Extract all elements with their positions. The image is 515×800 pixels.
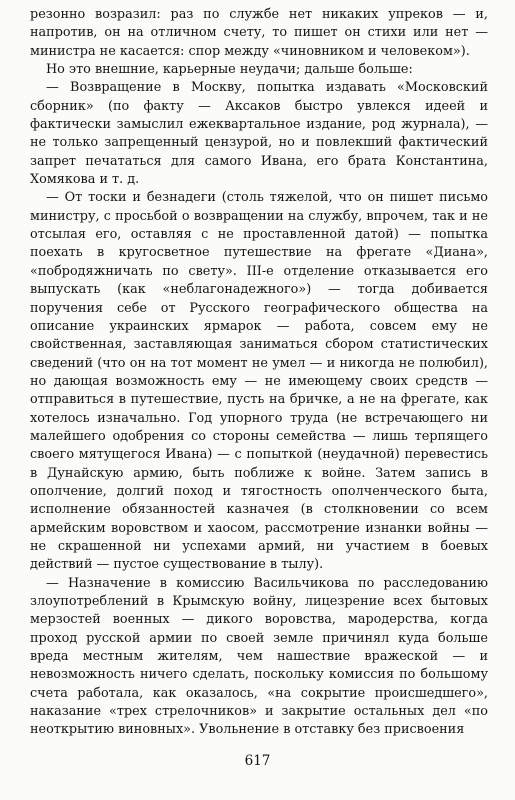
paragraph-career-failures: Но это внешние, карьерные неудачи; дальше больше: [46,62,413,78]
paragraph-continuation: резонно возразил: раз по службе нет никаких упреков — и, напротив, он на отличном счету, то пишет он стихи или нет — министра не касается: спор между «чиновником и человеком»). [30,7,488,59]
paragraph-vasilchikov-commission: — Назначение в комиссию Васильчикова по расследованию злоупотреблений в Крымскую войну, лицезрение всех бытовых мерзостей военных — дикого воровства, мародерства, когда проход русской армии по своей земле причинял куда больше вреда местным жителям, чем нашествие вражеской — и невозможность ничего сделать, поскольку комиссия по большому счета работала, как оказалось, «на сокрытие происшедшего», наказание «трех стрелочников» и закрытие остальных дел «по неоткрытию виновных». Увольнение в отставку без присвоения [30,575,488,738]
book-page-text [30,6,488,740]
paragraph-voyage-attempt: — От тоски и безнадеги (столь тяжелой, что он пишет письмо министру, с просьбой о возвращении на службу, впрочем, так и не отсылая его, оставляя с не проставленной датой) — попытка поехать в кругосветное путешествие на фрегате «Диана», «побродяжничать по свету». III-е отделение отказывается его выпускать (как «неблагонадежного») — тогда добивается поручения себе от Русского географического общества на описание украинских ярмарок — работа, совсем ему не свойственная, заставляющая заниматься сбором статистических сведений (что он на тот момент не умел — и никогда не полюбил), но дающая возможность ему — не имеющему своих средств — отправиться в путешествие, пусть на бричке, а не на фрегате, как хотелось изначально. Год упорного труда (не встречающего ни малейшего одобрения со стороны семейства — лишь терпящего своего мятущегося Ивана) — с попыткой (неудачной) перевестись в Дунайскую армию, быть поближе к войне. Затем запись в ополчение, долгий поход и тягостность ополченческого быта, исполнение обязанностей казначея (в столкновении со всем армейским воровством и хаосом, рассмотрение изнанки войны — не скрашенной ни успехами армий, ни участием в боевых действий — пустое существование в тылу). [30,190,488,573]
page-number: 617 [244,753,271,769]
paragraph-moscow-return: — Возвращение в Москву, попытка издавать «Московский сборник» (по факту — Аксаков быстро увлекся идеей и фактически замыслил ежеквартальное издание, род журнала), — не только запрещенный цензурой, но и повлекший фактический запрет печататься для самого Ивана, его брата Константина, Хомякова и т. д. [30,80,488,188]
